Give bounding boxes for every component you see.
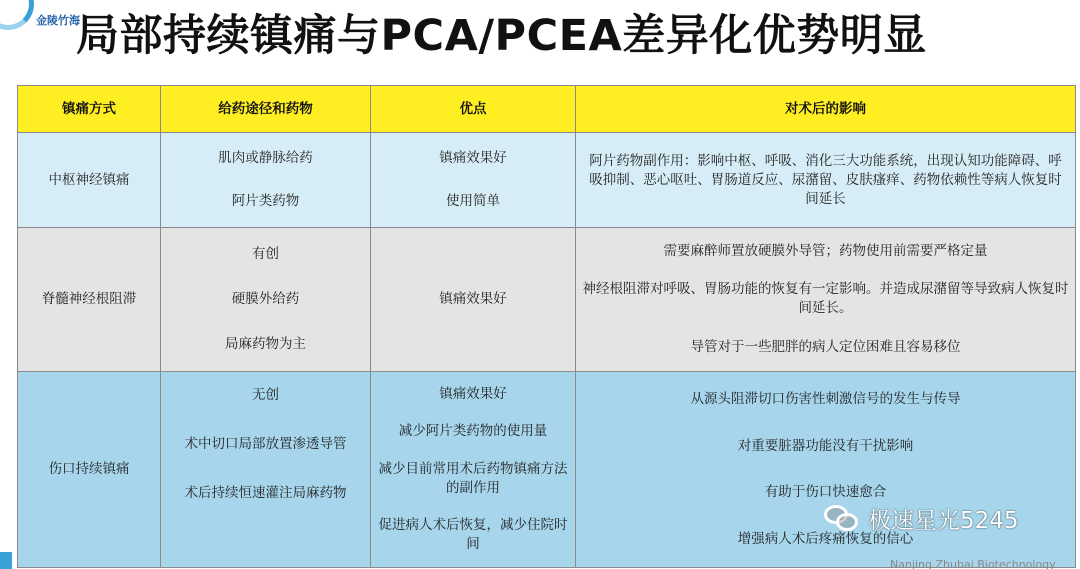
route-item: 术中切口局部放置渗透导管	[184, 436, 347, 452]
advantage-item: 减少目前常用术后药物镇痛方法的副作用	[378, 460, 568, 496]
routes-cell	[161, 372, 371, 568]
route-item: 肌肉或静脉给药	[218, 150, 313, 166]
logo-arc-icon	[0, 0, 34, 30]
method-cell: 脊髓神经根阻滞	[18, 228, 161, 372]
header-effects: 对术后的影响	[576, 86, 1076, 133]
advantage-item: 镇痛效果好	[439, 386, 507, 403]
advantages-cell	[371, 372, 576, 568]
effect-item: 增强病人术后疼痛恢复的信心	[737, 531, 914, 548]
advantage-item: 减少阿片类药物的使用量	[398, 423, 548, 440]
route-item: 有创	[252, 246, 279, 262]
slide-title: 局部持续镇痛与PCA/PCEA差异化优势明显	[76, 11, 927, 61]
effect-item: 对重要脏器功能没有干扰影响	[737, 437, 914, 454]
advantage-item: 促进病人术后恢复，减少住院时间	[378, 516, 568, 552]
effects-cell	[576, 228, 1076, 372]
route-item: 局麻药物为主	[225, 336, 306, 352]
table-row	[18, 228, 1076, 372]
footer-accent-bar	[0, 552, 12, 569]
route-item: 硬膜外给药	[231, 291, 300, 307]
watermark-text: 极速星光5245	[868, 507, 1019, 534]
effect-item: 有助于伤口快速愈合	[764, 484, 887, 501]
route-item: 无创	[252, 387, 279, 403]
company-logo	[0, 0, 80, 34]
method-cell: 伤口持续镇痛	[18, 372, 161, 568]
effect-item: 从源头阻滞切口伤害性刺激信号的发生与传导	[690, 390, 961, 407]
effect-item: 阿片药物副作用：影响中枢、呼吸、消化三大功能系统，出现认知功能障碍、呼吸抑制、恶心呕吐、胃肠道反应、尿潴留、皮肤瘙痒、药物依赖性等病人恢复时间延长	[589, 152, 1062, 207]
watermark	[822, 501, 1019, 535]
routes-cell	[161, 228, 371, 372]
effects-cell	[576, 133, 1076, 228]
advantages-cell: 镇痛效果好	[371, 228, 576, 372]
effect-item: 神经根阻滞对呼吸、胃肠功能的恢复有一定影响。并造成尿潴留等导致病人恢复时间延长。	[582, 281, 1069, 317]
header-method: 镇痛方式	[18, 86, 161, 133]
header-route: 给药途径和药物	[161, 86, 371, 133]
table-row	[18, 133, 1076, 228]
route-item: 阿片类药物	[231, 193, 300, 209]
table-header-row	[18, 86, 1076, 133]
routes-cell	[161, 133, 371, 228]
advantage-item: 镇痛效果好	[439, 150, 507, 166]
effects-cell	[576, 372, 1076, 568]
effect-item: 导管对于一些肥胖的病人定位困难且容易移位	[690, 339, 961, 356]
advantages-cell	[371, 133, 576, 228]
wechat-icon	[822, 501, 862, 535]
advantage-item: 使用简单	[446, 193, 500, 209]
method-cell: 中枢神经镇痛	[18, 133, 161, 228]
footer-company-text: Nanjing Zhubai Biotechnology	[890, 558, 1056, 569]
header-advantages: 优点	[371, 86, 576, 133]
comparison-table	[17, 85, 1076, 568]
logo-text: 金陵竹海	[36, 14, 80, 27]
route-item: 术后持续恒速灌注局麻药物	[184, 485, 347, 501]
table-row	[18, 372, 1076, 568]
effect-item: 需要麻醉师置放硬膜外导管；药物使用前需要严格定量	[663, 242, 988, 259]
